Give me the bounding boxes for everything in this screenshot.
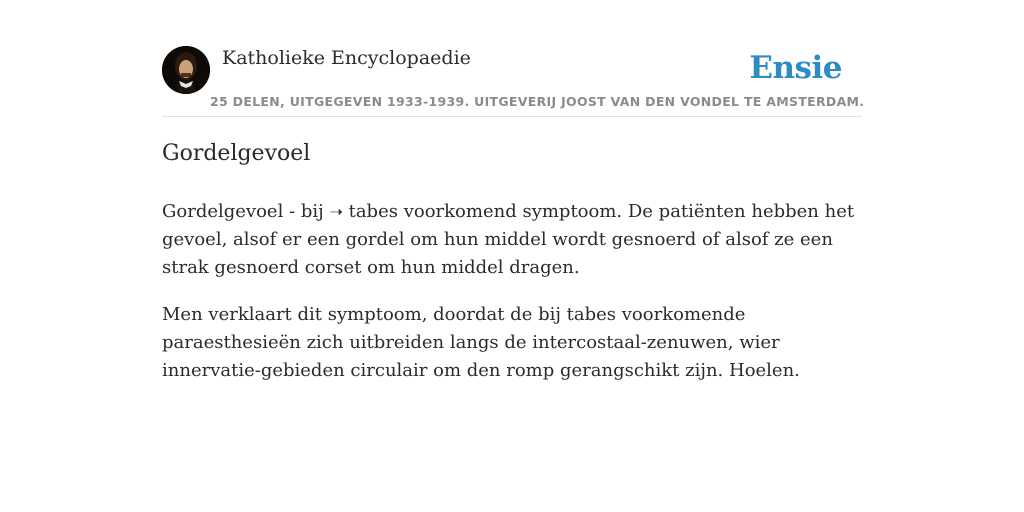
book-title-link[interactable]: Katholieke Encyclopaedie bbox=[222, 47, 471, 69]
ensie-logo-link[interactable]: Ensie bbox=[749, 50, 842, 86]
book-subtitle: 25 DELEN, UITGEGEVEN 1933-1939. UITGEVERIJ JOOST VAN DEN VONDEL TE AMSTERDAM. bbox=[210, 94, 865, 109]
article-title: Gordelgevoel bbox=[162, 141, 311, 166]
arrow-icon: ➝ bbox=[329, 202, 343, 221]
portrait-avatar-icon[interactable] bbox=[162, 46, 210, 94]
paragraph-1-text-end: voorkomend symptoom. De patiënten hebben het gevoel, alsof er een gordel om hun middel wordt gesnoerd of alsof ze een strak gesnoerd corset om hun middel dragen. bbox=[162, 201, 855, 278]
book-header bbox=[162, 44, 865, 117]
article-paragraph-1 bbox=[162, 198, 867, 282]
tabes-link[interactable] bbox=[329, 201, 398, 222]
paragraph-1-text-start: Gordelgevoel - bij bbox=[162, 201, 330, 222]
article-paragraph-2: Men verklaart dit symptoom, doordat de bij tabes voorkomende paraesthesieën zich uitbreiden langs de intercostaal-zenuwen, wier innervatie-gebieden circulair om den romp gerangschikt zijn. Hoelen. bbox=[162, 304, 800, 381]
article-body bbox=[162, 138, 867, 404]
tabes-link-label: tabes bbox=[348, 201, 398, 222]
